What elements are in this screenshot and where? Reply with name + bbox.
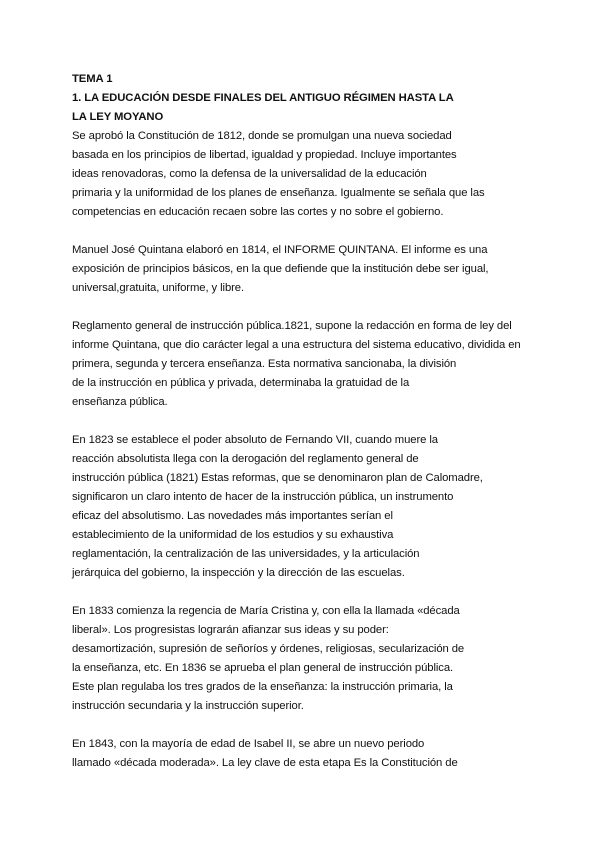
document-content	[72, 70, 542, 773]
text-line: primaria y la uniformidad de los planes de enseñanza. Igualmente se señala que las	[72, 187, 485, 199]
text-line: eficaz del absolutismo. Las novedades más importantes serían el	[72, 510, 393, 522]
text-line: la enseñanza, etc. En 1836 se aprueba el plan general de instrucción pública.	[72, 662, 454, 674]
text-line: Reglamento general de instrucción pública.1821, supone la redacción en forma de ley del	[72, 320, 512, 332]
text-line: instrucción pública (1821) Estas reformas, que se denominaron plan de Calomadre,	[72, 472, 483, 484]
paragraph-gap	[72, 583, 542, 602]
text-line: liberal». Los progresistas lograrán afianzar sus ideas y su poder:	[72, 624, 389, 636]
section-title-line-2: LA LEY MOYANO	[72, 111, 164, 123]
text-line: reglamentación, la centralización de las universidades, y la articulación	[72, 548, 420, 560]
text-line: significaron un claro intento de hacer de la instrucción pública, un instrumento	[72, 491, 454, 503]
text-line: basada en los principios de libertad, igualdad y propiedad. Incluye importantes	[72, 149, 457, 161]
text-line: Se aprobó la Constitución de 1812, donde se promulgan una nueva sociedad	[72, 130, 452, 142]
text-line: universal,gratuita, uniforme, y libre.	[72, 282, 245, 294]
paragraph-1823	[72, 431, 542, 583]
text-line: informe Quintana, que dio carácter legal a una estructura del sistema educativo, dividida en	[72, 339, 521, 351]
paragraph-gap	[72, 222, 542, 241]
paragraph-1843	[72, 735, 542, 773]
text-line: En 1833 comienza la regencia de María Cristina y, con ella la llamada «década	[72, 605, 460, 617]
text-line: de la instrucción en pública y privada, determinaba la gratuidad de la	[72, 377, 410, 389]
text-line: exposición de principios básicos, en la que defiende que la institución debe ser igual,	[72, 263, 489, 275]
text-line: instrucción secundaria y la instrucción superior.	[72, 700, 304, 712]
paragraph-gap	[72, 716, 542, 735]
text-line: establecimiento de la uniformidad de los estudios y su exhaustiva	[72, 529, 394, 541]
paragraph-1812	[72, 127, 542, 222]
text-line: Este plan regulaba los tres grados de la enseñanza: la instrucción primaria, la	[72, 681, 453, 693]
paragraph-reglamento-1821	[72, 317, 542, 412]
text-line: reacción absolutista llega con la derogación del reglamento general de	[72, 453, 419, 465]
text-line: jerárquica del gobierno, la inspección y la dirección de las escuelas.	[72, 567, 405, 579]
text-line: primera, segunda y tercera enseñanza. Esta normativa sancionaba, la división	[72, 358, 457, 370]
text-line: enseñanza pública.	[72, 396, 168, 408]
paragraph-1833	[72, 602, 542, 716]
paragraph-gap	[72, 412, 542, 431]
section-title-line-1: 1. LA EDUCACIÓN DESDE FINALES DEL ANTIGUO RÉGIMEN HASTA LA	[72, 92, 454, 104]
text-line: llamado «década moderada». La ley clave de esta etapa Es la Constitución de	[72, 757, 458, 769]
text-line: En 1843, con la mayoría de edad de Isabel II, se abre un nuevo periodo	[72, 738, 425, 750]
text-line: ideas renovadoras, como la defensa de la universalidad de la educación	[72, 168, 427, 180]
text-line: desamortización, supresión de señoríos y órdenes, religiosas, secularización de	[72, 643, 465, 655]
paragraph-gap	[72, 298, 542, 317]
text-line: Manuel José Quintana elaboró en 1814, el INFORME QUINTANA. El informe es una	[72, 244, 488, 256]
topic-label: TEMA 1	[72, 73, 113, 85]
text-line: En 1823 se establece el poder absoluto de Fernando VII, cuando muere la	[72, 434, 438, 446]
text-line: competencias en educación recaen sobre las cortes y no sobre el gobierno.	[72, 206, 444, 218]
paragraph-quintana	[72, 241, 542, 298]
